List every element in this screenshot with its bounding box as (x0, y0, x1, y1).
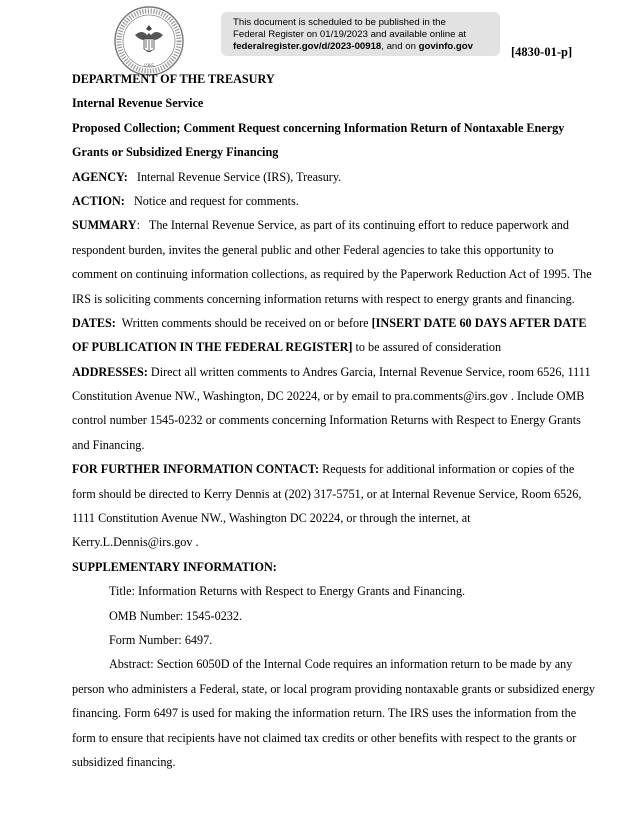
document-body (72, 67, 596, 774)
agency-label: AGENCY: (72, 169, 128, 184)
agency-heading: Internal Revenue Service (72, 96, 204, 111)
banner-line-2: Federal Register on 01/19/2023 and available online at (233, 29, 467, 40)
action-text: Notice and request for comments. (133, 193, 299, 208)
abstract-line-2: person who administers a Federal, state, or local program providing nontaxable grants or subsidized energy (72, 681, 596, 696)
publication-banner (221, 12, 500, 56)
addresses-section (72, 360, 591, 384)
abstract-line-3: financing. Form 6497 is used for making the information return. The IRS uses the information from the (72, 706, 577, 721)
dates-text-1: Written comments should be received on or before (121, 315, 372, 330)
banner-line-3 (233, 41, 500, 53)
agency-text: Internal Revenue Service (IRS), Treasury. (136, 169, 342, 184)
summary-line-3: comment on continuing information collections, as required by the Paperwork Reduction Act of 1995. The (72, 267, 592, 282)
addresses-label: ADDRESSES: (72, 364, 148, 379)
action-label: ACTION: (72, 193, 125, 208)
summary-section (72, 213, 577, 237)
addresses-line-1: Direct all written comments to Andres Garcia, Internal Revenue Service, room 6526, 1111 (147, 364, 591, 379)
banner-separator: , and on (381, 41, 419, 52)
action-section (72, 189, 577, 213)
summary-label: SUMMARY (72, 218, 137, 233)
contact-line-4: Kerry.L.Dennis@irs.gov . (72, 535, 199, 550)
document-number: [4830-01-p] (511, 45, 573, 59)
supplementary-omb-number: OMB Number: 1545-0232. (109, 608, 243, 623)
contact-section (72, 457, 577, 481)
agency-section (72, 165, 577, 189)
supplementary-title: Title: Information Returns with Respect to Energy Grants and Financing. (109, 584, 466, 599)
abstract-line-5: subsidized financing. (72, 754, 176, 769)
supplementary-form-number: Form Number: 6497. (109, 632, 213, 647)
contact-line-2: form should be directed to Kerry Dennis at (202) 317-5751, or at Internal Revenue Service, Room 6526, (72, 486, 582, 501)
federal-register-link[interactable]: federalregister.gov/d/2023-00918 (233, 41, 382, 52)
contact-line-3: 1111 Constitution Avenue NW., Washington DC 20224, or through the internet, at (72, 511, 471, 526)
document-title-line-1: Proposed Collection; Comment Request concerning Information Return of Nontaxable Energy (72, 120, 565, 135)
dates-text-2: to be assured of consideration (352, 340, 502, 355)
summary-line-2: respondent burden, invites the general public and other Federal agencies to take this opportunity to (72, 242, 554, 257)
contact-label: FOR FURTHER INFORMATION CONTACT: (72, 462, 320, 477)
dates-insert-2: OF PUBLICATION IN THE FEDERAL REGISTER] (72, 340, 353, 355)
summary-line-4: IRS is soliciting comments concerning information returns with respect to energy grants and financing. (72, 291, 575, 306)
abstract-line-1: Abstract: Section 6050D of the Internal Code requires an information return to be made by any (109, 657, 573, 672)
banner-line-1: This document is scheduled to be published in the (233, 17, 446, 28)
addresses-line-3: control number 1545-0232 or comments concerning Information Returns with Respect to Energy Grants (72, 413, 581, 428)
contact-line-1: Requests for additional information or copies of the (319, 462, 575, 477)
dates-insert-1: [INSERT DATE 60 DAYS AFTER DATE (371, 315, 587, 330)
document-title-line-2: Grants or Subsidized Energy Financing (72, 145, 279, 160)
addresses-line-2: Constitution Avenue NW., Washington, DC 20224, or by email to pra.comments@irs.gov . Include OMB (72, 389, 585, 404)
seal-year: 1985 (143, 63, 155, 69)
addresses-line-4: and Financing. (72, 437, 145, 452)
abstract-line-4: form to ensure that recipients have not claimed tax credits or other benefits with respect to the grants or (72, 730, 577, 745)
dates-label: DATES: (72, 315, 116, 330)
supplementary-label: SUPPLEMENTARY INFORMATION: (72, 559, 277, 574)
dates-line-2 (72, 335, 577, 359)
govinfo-link[interactable]: govinfo.gov (418, 41, 473, 52)
dates-section (72, 311, 587, 335)
summary-line-1: : The Internal Revenue Service, as part of its continuing effort to reduce paperwork and (136, 218, 569, 233)
department-heading: DEPARTMENT OF THE TREASURY (72, 72, 275, 86)
